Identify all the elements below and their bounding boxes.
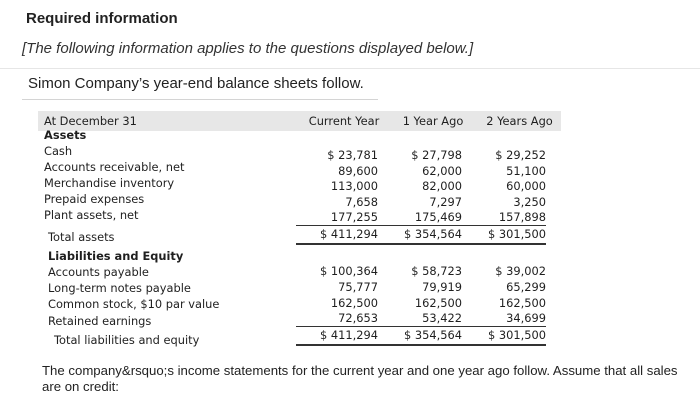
prepaid-expenses-1-year-ago: 7,297 [429,195,462,209]
column-header-current-year: Current Year [308,114,380,128]
intro-text: Simon Company’s year-end balance sheets follow. [28,75,364,92]
long-term-notes-payable-2-years-ago: 65,299 [506,280,546,294]
row-label-accounts-payable: Accounts payable [48,265,149,279]
merchandise-inventory-current-year: 113,000 [330,179,378,193]
row-label-long-term-notes-payable: Long-term notes payable [48,281,191,295]
balance-sheet-table [38,111,561,346]
cash-current-year: $ 23,781 [327,148,378,162]
total-assets-2-years-ago: $ 301,500 [488,227,546,241]
total-rule-assets [296,243,546,245]
plant-assets-current-year: 177,255 [330,210,378,224]
accounts-payable-1-year-ago: $ 58,723 [411,264,462,278]
row-label-common-stock: Common stock, $10 par value [48,297,220,311]
instructions-subtitle: [The following information applies to the questions displayed below.] [22,40,474,57]
plant-assets-1-year-ago: 175,469 [414,210,462,224]
subtotal-rule-assets [296,225,546,226]
merchandise-inventory-2-years-ago: 60,000 [506,179,546,193]
common-stock-current-year: 162,500 [330,296,378,310]
long-term-notes-payable-1-year-ago: 79,919 [422,280,462,294]
retained-earnings-2-years-ago: 34,699 [506,311,546,325]
total-assets-1-year-ago: $ 354,564 [404,227,462,241]
prepaid-expenses-current-year: 7,658 [345,195,378,209]
accounts-receivable-current-year: 89,600 [338,164,378,178]
row-label-accounts-receivable: Accounts receivable, net [44,160,185,174]
row-label-total-liabilities-and-equity: Total liabilities and equity [54,333,200,347]
common-stock-1-year-ago: 162,500 [414,296,462,310]
total-liabilities-1-year-ago: $ 354,564 [404,328,462,342]
row-label-prepaid-expenses: Prepaid expenses [44,192,145,206]
row-label-plant-assets: Plant assets, net [44,208,139,222]
column-header-2-years-ago: 2 Years Ago [486,114,553,128]
cash-2-years-ago: $ 29,252 [495,148,546,162]
assets-heading: Assets [44,128,87,142]
row-label-cash: Cash [44,144,73,158]
retained-earnings-1-year-ago: 53,422 [422,311,462,325]
subtotal-rule-liabilities [296,326,546,327]
liabilities-and-equity-heading: Liabilities and Equity [48,249,184,263]
row-label-total-assets: Total assets [48,230,115,244]
total-rule-liabilities [296,344,546,346]
divider [0,68,700,69]
footer-text: The company&rsquo;s income statements for the current year and one year ago follow. Assume that all sales are on credit: [42,363,678,394]
total-assets-current-year: $ 411,294 [320,227,378,241]
accounts-payable-current-year: $ 100,364 [320,264,378,278]
row-label-retained-earnings: Retained earnings [48,314,152,328]
accounts-receivable-2-years-ago: 51,100 [506,164,546,178]
intro-underline [22,99,378,100]
column-header-1-year-ago: 1 Year Ago [402,114,464,128]
common-stock-2-years-ago: 162,500 [498,296,546,310]
accounts-payable-2-years-ago: $ 39,002 [495,264,546,278]
retained-earnings-current-year: 72,653 [338,311,378,325]
total-liabilities-current-year: $ 411,294 [320,328,378,342]
long-term-notes-payable-current-year: 75,777 [338,280,378,294]
cash-1-year-ago: $ 27,798 [411,148,462,162]
row-label-merchandise-inventory: Merchandise inventory [44,176,175,190]
corner-label: At December 31 [44,114,137,128]
accounts-receivable-1-year-ago: 62,000 [422,164,462,178]
prepaid-expenses-2-years-ago: 3,250 [513,195,546,209]
plant-assets-2-years-ago: 157,898 [498,210,546,224]
merchandise-inventory-1-year-ago: 82,000 [422,179,462,193]
required-information-title: Required information [26,10,178,27]
total-liabilities-2-years-ago: $ 301,500 [488,328,546,342]
